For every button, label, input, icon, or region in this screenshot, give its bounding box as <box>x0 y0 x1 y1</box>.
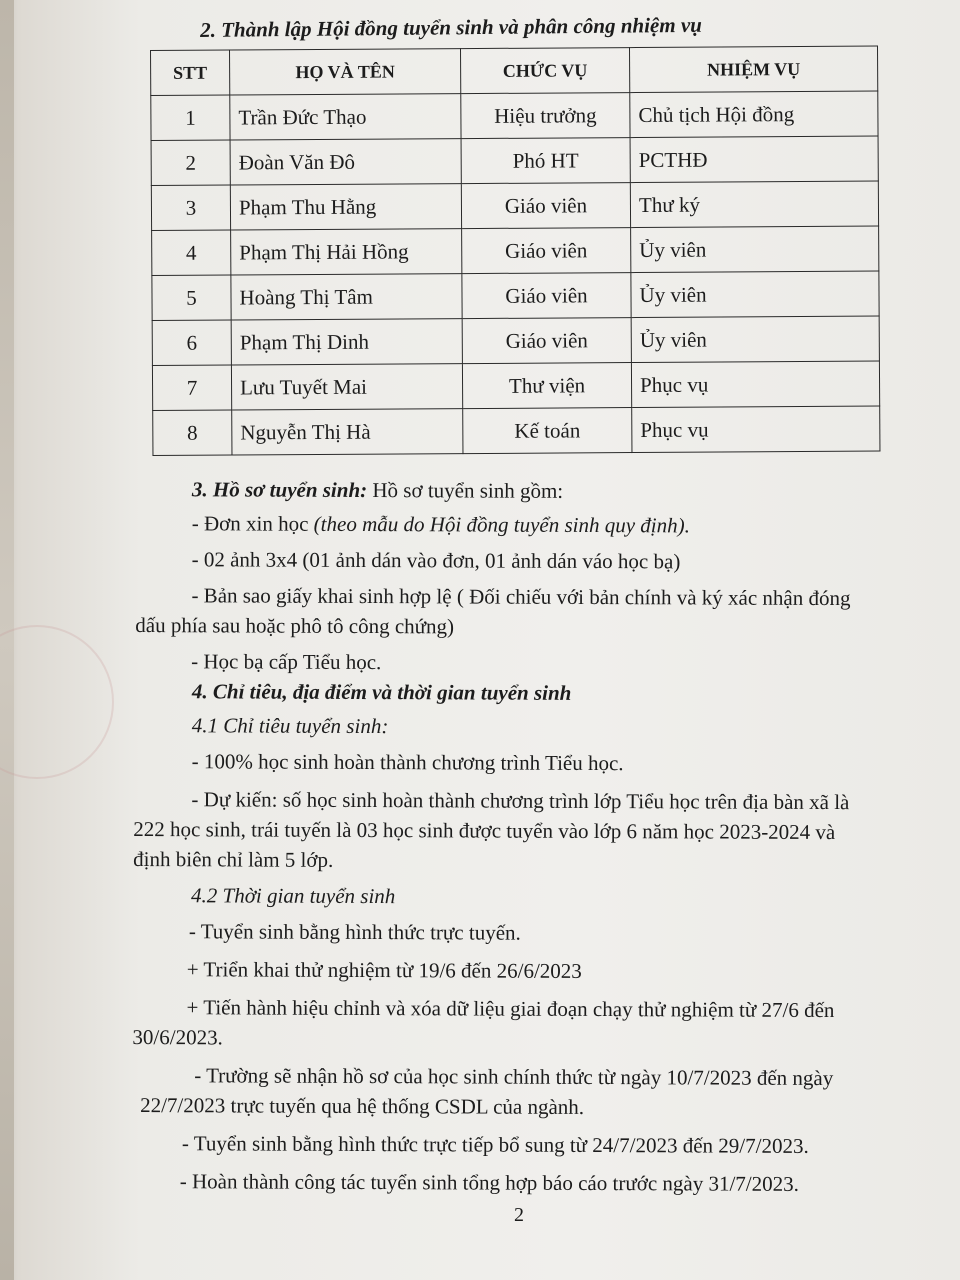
cell-stt: 2 <box>151 140 230 185</box>
cell-role: Giáo viên <box>462 318 631 364</box>
paragraph: + Tiến hành hiệu chỉnh và xóa dữ liệu giai đoạn chạy thử nghiệm từ 27/6 đến <box>186 995 835 1023</box>
table-row <box>153 406 880 455</box>
item-note: (theo mẫu do Hội đồng tuyển sinh quy định). <box>313 511 690 538</box>
header-stt: STT <box>151 50 230 95</box>
cell-role: Thư viện <box>462 363 631 409</box>
section-2-title: 2. Thành lập Hội đồng tuyển sinh và phân công nhiệm vụ <box>200 12 703 42</box>
table-row <box>152 271 879 320</box>
paragraph: - Hoàn thành công tác tuyển sinh tổng hợp báo cáo trước ngày 31/7/2023. <box>179 1169 799 1196</box>
cell-stt: 5 <box>152 275 231 320</box>
cell-name: Trần Đức Thạo <box>230 94 461 140</box>
list-item: - Bản sao giấy khai sinh hợp lệ ( Đối chiếu với bản chính và ký xác nhận đóng <box>191 583 851 611</box>
cell-name: Phạm Thu Hằng <box>230 184 461 230</box>
paragraph-cont: 222 học sinh, trái tuyến là 03 học sinh được tuyển vào lớp 6 năm học 2023-2024 và <box>133 816 836 845</box>
cell-stt: 8 <box>153 410 232 455</box>
list-item <box>132 508 924 541</box>
cell-duty: Thư ký <box>630 181 878 228</box>
cell-stt: 7 <box>152 365 231 410</box>
paragraph: - 100% học sinh hoàn thành chương trình Tiểu học. <box>191 749 624 776</box>
cell-duty: Ủy viên <box>631 271 879 318</box>
header-duty: NHIỆM VỤ <box>629 46 877 93</box>
section-4 <box>132 676 926 1199</box>
paragraph: - Tuyển sinh bằng hình thức trực tiếp bổ sung từ 24/7/2023 đến 29/7/2023. <box>181 1131 809 1158</box>
paragraph: - Dự kiến: số học sinh hoàn thành chương trình lớp Tiểu học trên địa bàn xã là <box>191 787 850 815</box>
cell-role: Giáo viên <box>462 273 631 319</box>
cell-name: Phạm Thị Hải Hồng <box>231 229 462 275</box>
header-name: HỌ VÀ TÊN <box>230 49 461 95</box>
cell-duty: Phục vụ <box>632 406 880 453</box>
cell-name: Lưu Tuyết Mai <box>231 364 462 410</box>
list-item: - Học bạ cấp Tiểu học. <box>191 649 382 675</box>
list-item: - 02 ảnh 3x4 (01 ảnh dán vào đơn, 01 ảnh dán váo học bạ) <box>191 547 681 574</box>
cell-duty: Chủ tịch Hội đồng <box>630 91 878 138</box>
section-3 <box>131 474 924 685</box>
header-role: CHỨC VỤ <box>460 48 629 94</box>
table-row <box>152 316 879 365</box>
paragraph: - Trường sẽ nhận hồ sơ của học sinh chính thức từ ngày 10/7/2023 đến ngày <box>194 1063 834 1091</box>
section-3-heading-rest: Hồ sơ tuyển sinh gồm: <box>367 478 564 503</box>
cell-name: Nguyễn Thị Hà <box>232 409 463 455</box>
paragraph-cont: 22/7/2023 trực tuyến qua hệ thống CSDL của ngành. <box>140 1093 585 1119</box>
table-row <box>151 91 878 140</box>
cell-duty: Ủy viên <box>631 316 879 363</box>
cell-duty: Phục vụ <box>631 361 879 408</box>
cell-stt: 1 <box>151 95 230 140</box>
table-row <box>152 361 879 410</box>
paragraph-cont: 30/6/2023. <box>132 1024 223 1050</box>
paragraph: + Triển khai thử nghiệm từ 19/6 đến 26/6/2023 <box>186 957 582 983</box>
cell-stt: 3 <box>151 185 230 230</box>
cell-name: Đoàn Văn Đô <box>230 139 461 185</box>
paragraph: - Tuyển sinh bằng hình thức trực tuyến. <box>188 919 521 945</box>
cell-name: Hoàng Thị Tâm <box>231 274 462 320</box>
table-row <box>151 181 878 230</box>
subsection-4-2: 4.2 Thời gian tuyển sinh <box>190 883 396 909</box>
cell-duty: Ủy viên <box>631 226 879 273</box>
list-item-cont: dấu phía sau hoặc phô tô công chứng) <box>135 613 455 639</box>
table-row <box>152 226 879 275</box>
table-header-row <box>151 46 878 95</box>
cell-name: Phạm Thị Dinh <box>231 319 462 365</box>
section-3-heading: 3. Hồ sơ tuyển sinh: <box>191 477 368 503</box>
cell-stt: 6 <box>152 320 231 365</box>
item-text: - Đơn xin học <box>191 511 314 536</box>
cell-role: Giáo viên <box>461 183 630 229</box>
cell-role: Hiệu trưởng <box>461 93 630 139</box>
paragraph-cont: định biên chỉ làm 5 lớp. <box>133 846 334 872</box>
page-number: 2 <box>514 1204 524 1226</box>
table-row <box>151 136 878 185</box>
cell-duty: PCTHĐ <box>630 136 878 183</box>
council-table <box>150 46 880 456</box>
cell-stt: 4 <box>152 230 231 275</box>
cell-role: Giáo viên <box>462 228 631 274</box>
cell-role: Kế toán <box>463 408 632 454</box>
cell-role: Phó HT <box>461 138 630 184</box>
section-3-heading-line <box>132 474 924 507</box>
subsection-4-1: 4.1 Chỉ tiêu tuyển sinh: <box>191 713 389 739</box>
section-4-heading: 4. Chỉ tiêu, địa điểm và thời gian tuyển sinh <box>191 679 572 705</box>
